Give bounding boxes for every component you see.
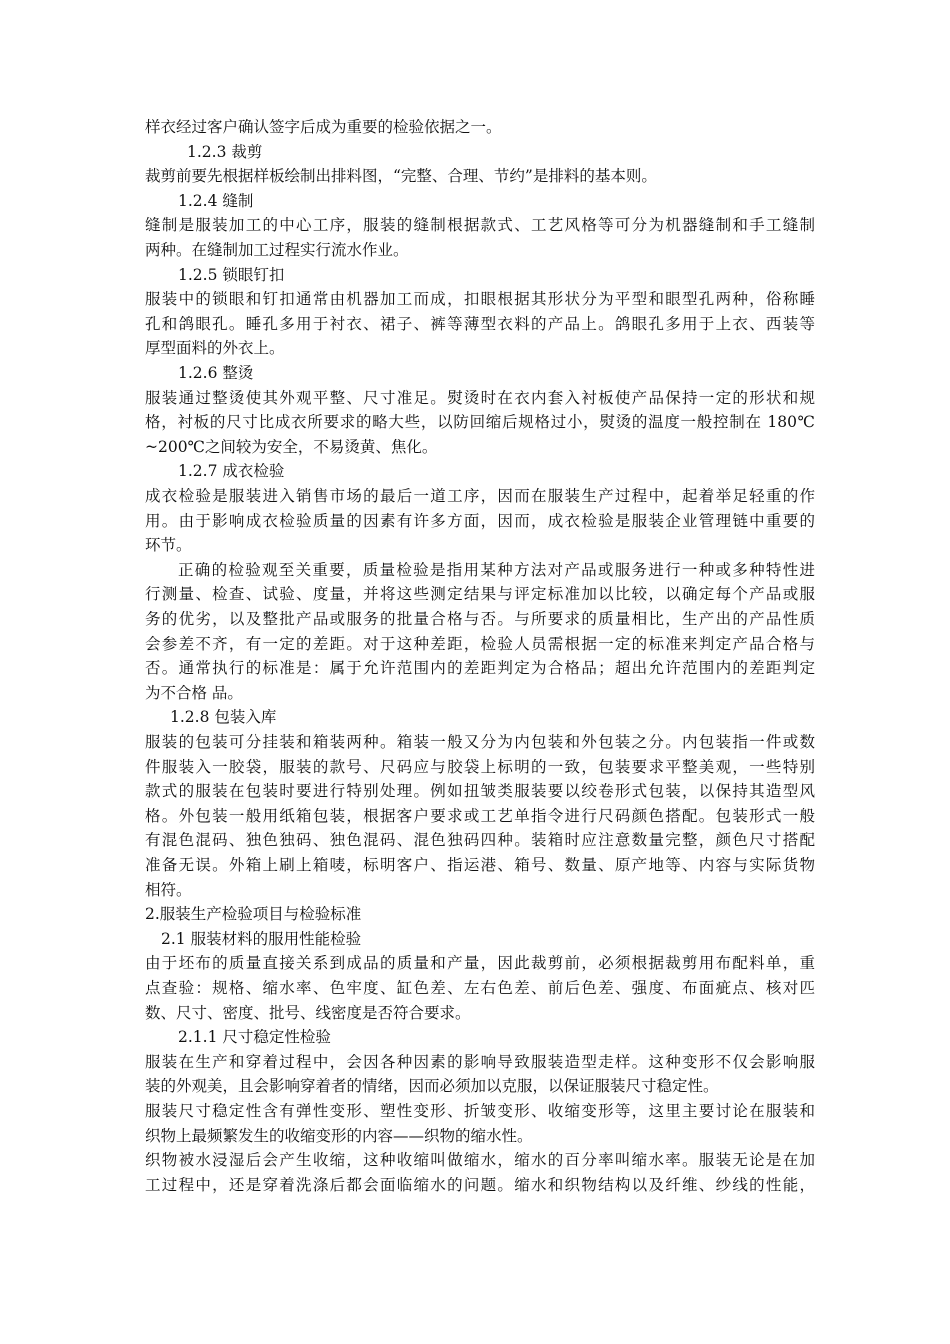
text-line: 1.2.8 包装入库 [170, 708, 277, 727]
text-line: 织物上最频繁发生的收缩变形的内容——织物的缩水性。 [145, 1126, 533, 1145]
text-line: 行测量、检查、试验、度量，并将这些测定结果与评定标准加以比较，以确定每个产品或服 [145, 585, 815, 604]
text-line: 成衣检验是服装进入销售市场的最后一道工序，因而在服装生产过程中，起着举足轻重的作 [145, 487, 815, 505]
text-line: 2.服装生产检验项目与检验标准 [145, 905, 362, 924]
text-line: 2.1.1 尺寸稳定性检验 [178, 1028, 331, 1047]
text-line: 准备无误。外箱上刷上箱唛，标明客户、指运港、箱号、数量、原产地等、内容与实际货物 [145, 856, 815, 874]
text-line: 2.1 服装材料的服用性能检验 [161, 929, 362, 948]
text-line: 为不合格 品。 [145, 683, 243, 702]
text-line: 两种。在缝制加工过程实行流水作业。 [145, 241, 409, 259]
text-line: 1.2.3 裁剪 [187, 142, 263, 161]
text-line: 格。外包装一般用纸箱包装，根据客户要求或工艺单指令进行尺码颜色搭配。包装形式一般 [145, 806, 815, 825]
text-line: 件服装入一胶袋，服装的款号、尺码应与胶袋上标明的一致，包装要求平整美观，一些特别 [145, 757, 815, 776]
text-line: 装的外观美，且会影响穿着者的情绪，因而必须加以克服，以保证服装尺寸稳定性。 [145, 1077, 719, 1096]
text-line: 缝制是服装加工的中心工序，服装的缝制根据款式、工艺风格等可分为机器缝制和手工缝制 [145, 216, 815, 235]
text-line: ~200℃之间较为安全，不易烫黄、焦化。 [145, 437, 438, 456]
text-line: 1.2.5 锁眼钉扣 [178, 265, 285, 284]
text-line: 格，衬板的尺寸比成衣所要求的略大些，以防回缩后规格过小，熨烫的温度一般控制在 180℃ [145, 413, 815, 432]
text-line: 相符。 [145, 880, 192, 899]
text-line: 数、尺寸、密度、批号、线密度是否符合要求。 [145, 1003, 471, 1022]
text-line: 用。由于影响成衣检验质量的因素有许多方面，因而，成衣检验是服装企业管理链中重要的 [145, 511, 815, 530]
text-line: 有混色混码、独色独码、独色混码、混色独码四种。装箱时应注意数量完整，颜色尺寸搭配 [145, 831, 815, 850]
text-line: 否。通常执行的标准是：属于允许范围内的差距判定为合格品；超出允许范围内的差距判定 [145, 659, 815, 678]
text-line: 1.2.6 整烫 [178, 364, 254, 382]
text-line: 织物被水浸湿后会产生收缩，这种收缩叫做缩水，缩水的百分率叫缩水率。服装无论是在加 [145, 1151, 815, 1170]
text-line: 服装中的锁眼和钉扣通常由机器加工而成，扣眼根据其形状分为平型和眼型孔两种，俗称睡 [145, 290, 815, 309]
text-line: 裁剪前要先根据样板绘制出排料图，“完整、合理、节约”是排料的基本则。 [145, 167, 657, 186]
text-line: 厚型面料的外衣上。 [145, 339, 285, 358]
text-line: 样衣经过客户确认签字后成为重要的检验依据之一。 [145, 118, 502, 136]
text-line: 工过程中，还是穿着洗涤后都会面临缩水的问题。缩水和织物结构以及纤维、纱线的性能， [145, 1175, 815, 1194]
text-line: 会参差不齐，有一定的差距。对于这种差距，检验人员需根据一定的标准来判定产品合格与 [145, 634, 815, 653]
text-line: 服装在生产和穿着过程中，会因各种因素的影响导致服装造型走样。这种变形不仅会影响服 [145, 1052, 815, 1071]
text-line: 1.2.4 缝制 [178, 191, 254, 210]
text-line: 孔和鸽眼孔。睡孔多用于衬衣、裙子、裤等薄型衣料的产品上。鸽眼孔多用于上衣、西装等 [145, 314, 815, 333]
text-line: 服装通过整烫使其外观平整、尺寸准足。熨烫时在衣内套入衬板使产品保持一定的形状和规 [145, 388, 815, 407]
text-line: 务的优劣，以及整批产品或服务的批量合格与否。与所要求的质量相比，生产出的产品性质 [145, 610, 815, 628]
text-line: 服装的包装可分挂装和箱装两种。箱装一般又分为内包装和外包装之分。内包装指一件或数 [145, 733, 815, 751]
text-line: 由于坯布的质量直接关系到成品的质量和产量，因此裁剪前，必须根据裁剪用布配料单，重 [145, 954, 815, 973]
text-line: 正确的检验观至关重要，质量检验是指用某种方法对产品或服务进行一种或多种特性进 [178, 560, 815, 579]
text-line: 款式的服装在包装时要进行特别处理。例如扭皱类服装要以绞卷形式包装，以保持其造型风 [145, 782, 815, 801]
text-line: 服装尺寸稳定性含有弹性变形、塑性变形、折皱变形、收缩变形等，这里主要讨论在服装和 [145, 1102, 815, 1120]
text-line: 点查验：规格、缩水率、色牢度、缸色差、左右色差、前后色差、强度、布面疵点、核对匹 [145, 979, 815, 997]
text-line: 1.2.7 成衣检验 [178, 462, 285, 481]
text-line: 环节。 [145, 536, 192, 555]
